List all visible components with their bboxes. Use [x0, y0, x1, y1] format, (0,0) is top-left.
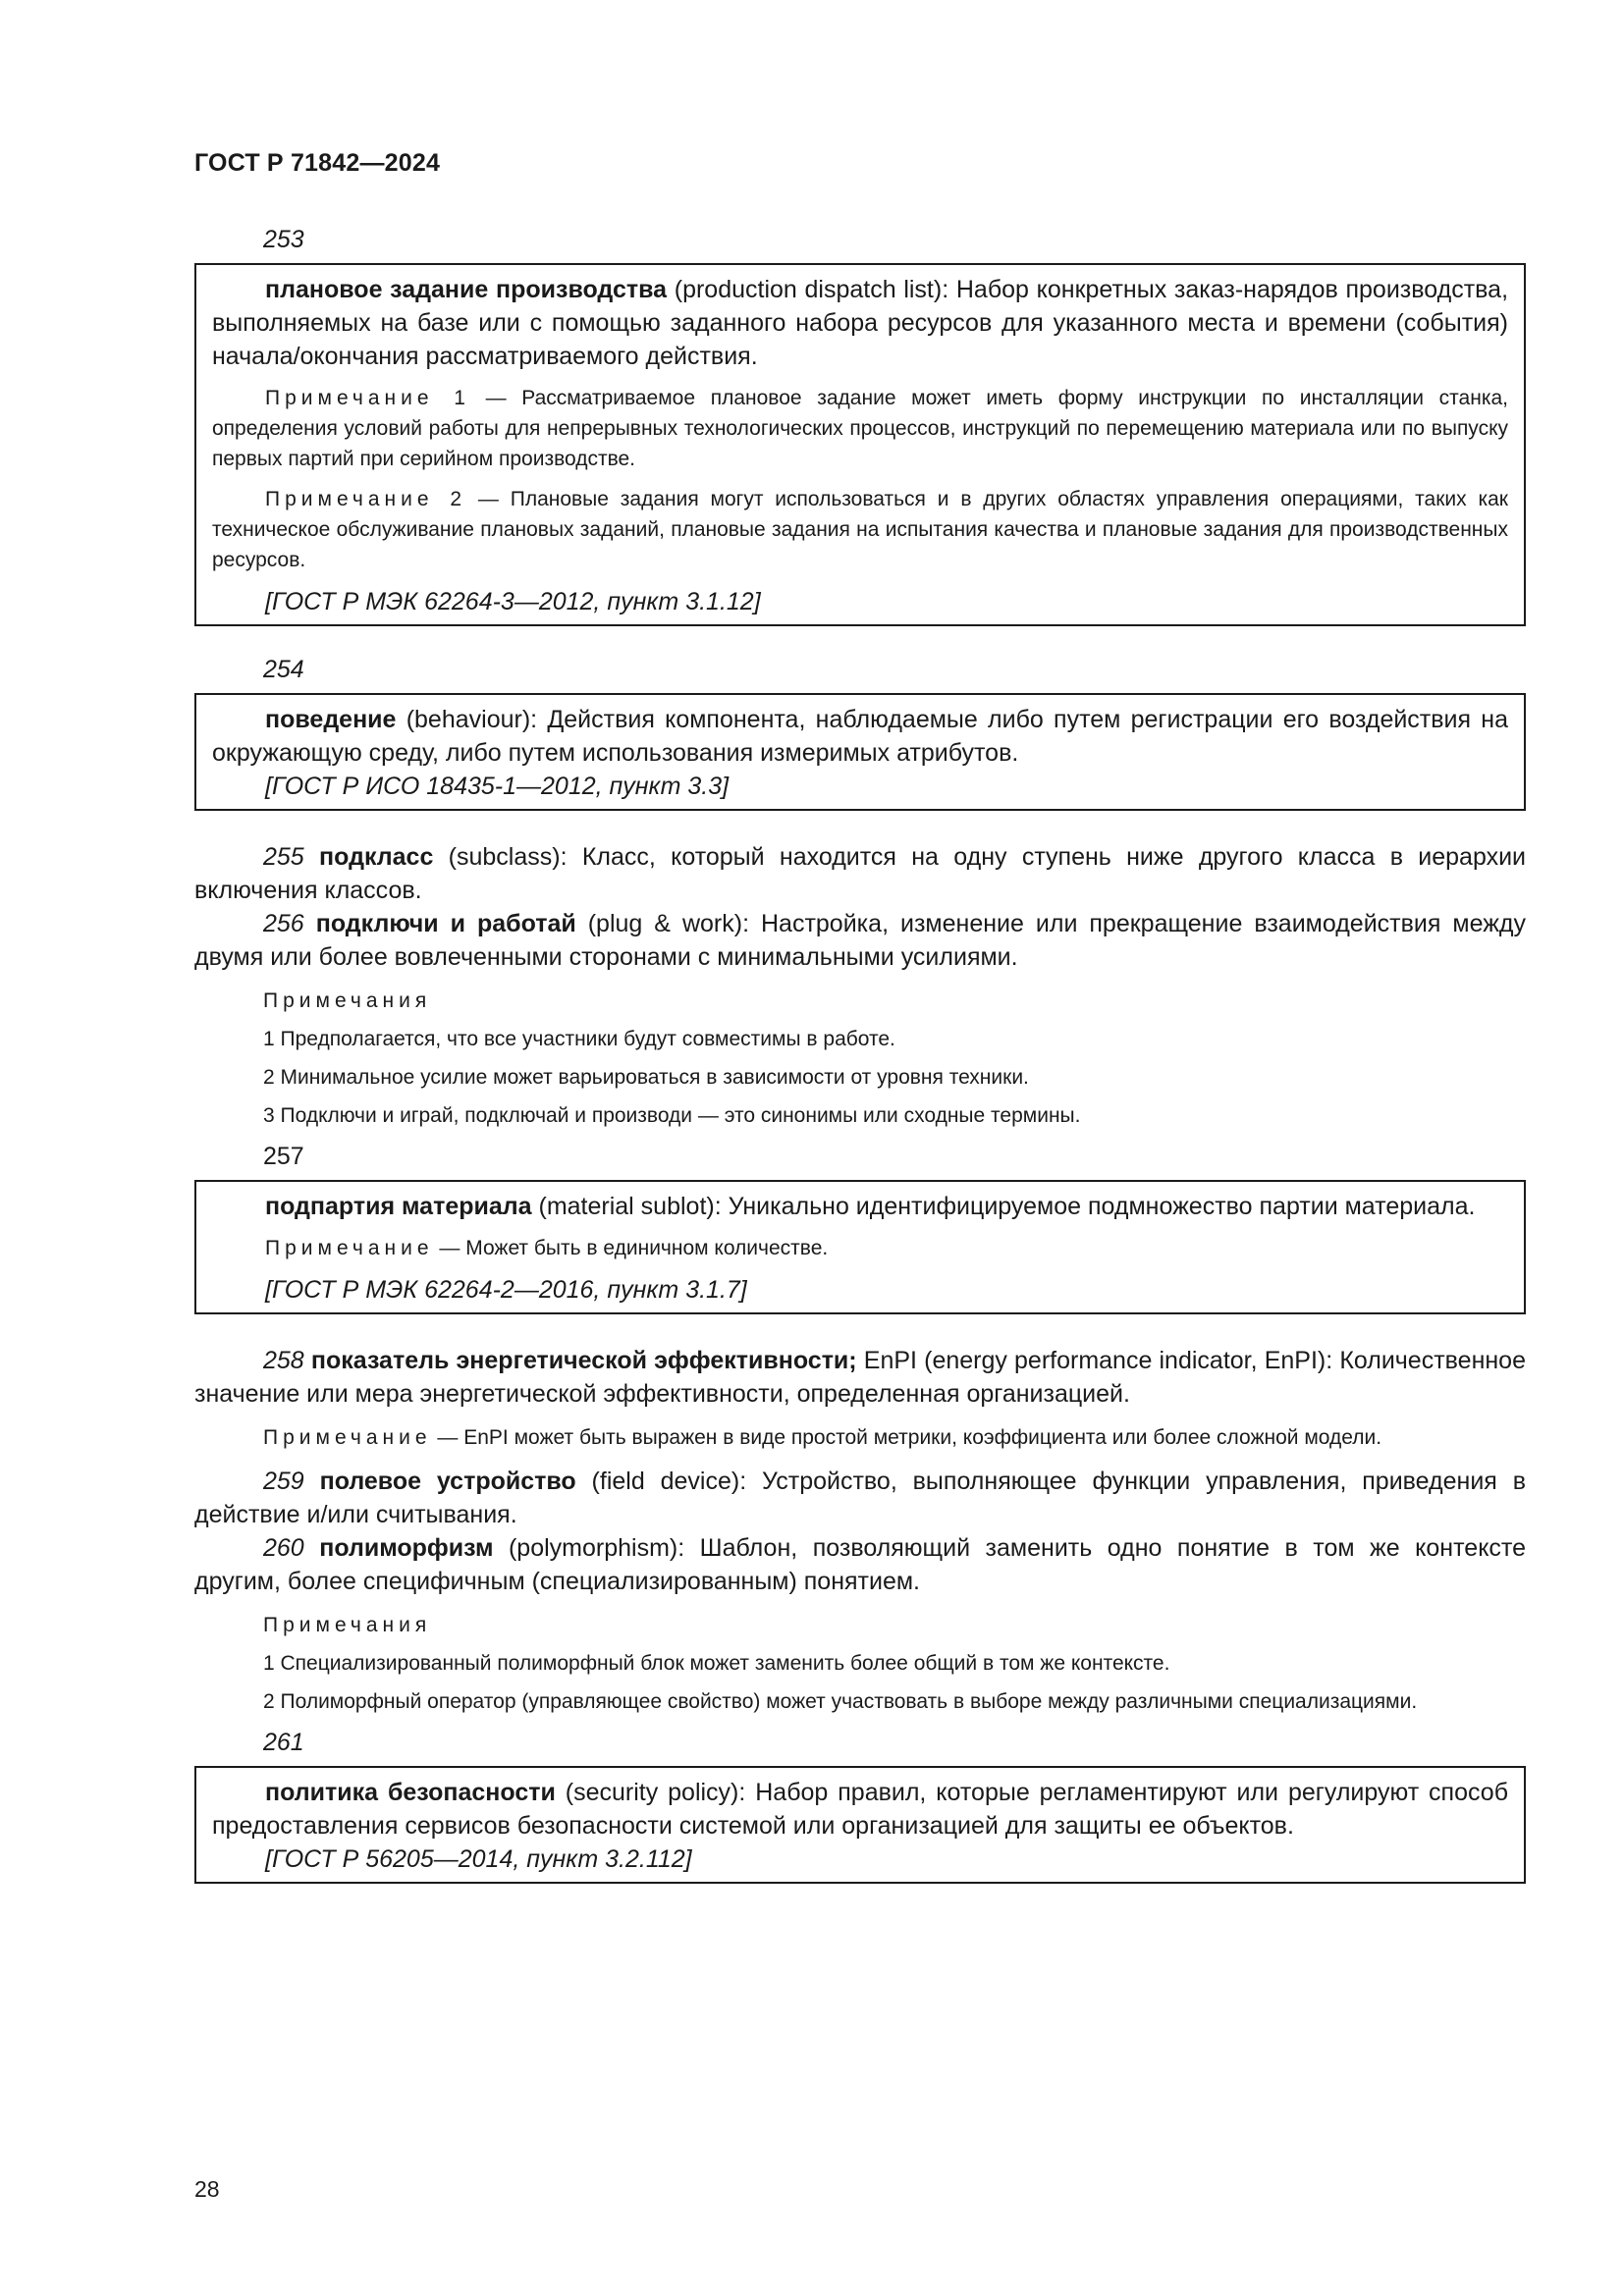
term-text: Действия компонента, наблюдаемые либо путем регистрации его воздействия на окружающую среду, либо путем использования измеримых атрибутов. [212, 706, 1508, 767]
notes-heading: Примечания [263, 1614, 432, 1636]
term-name: плановое задание производства [265, 276, 668, 303]
term-definition [194, 1465, 1526, 1531]
term-text: Количественное значение или мера энергетической эффективности, определенная организацией. [194, 1347, 1526, 1408]
terms-content [194, 222, 1526, 1884]
note-text: — Плановые задания могут использоваться и в других областях управления операциями, таких как техническое обслуживание плановых заданий, плановые задания на испытания качества и плановые задания для производственных ресурсов. [212, 488, 1508, 571]
term-text: Уникально идентифицируемое подмножество партии материала. [728, 1193, 1476, 1220]
term-box-254 [194, 693, 1526, 811]
term-number: 253 [263, 226, 304, 253]
term-number: 260 [263, 1534, 304, 1562]
term-definition [212, 1776, 1508, 1842]
term-english: (plug & work): [575, 910, 761, 937]
term-number: 257 [263, 1143, 304, 1170]
document-header: ГОСТ Р 71842—2024 [194, 149, 441, 177]
term-english: EnPI (energy performance indicator, EnPI): [856, 1347, 1340, 1374]
term-definition [194, 1344, 1526, 1411]
note-text: — EnPI может быть выражен в виде простой метрики, коэффициента или более сложной модели. [431, 1426, 1382, 1449]
term-definition [194, 907, 1526, 974]
term-name: полиморфизм [319, 1534, 494, 1562]
note-label: Примечание 2 [265, 488, 467, 510]
term-text: Шаблон, позволяющий заменить одно понятие в том же контексте другим, более специфичным (специализированным) понятием. [194, 1534, 1526, 1595]
term-definition [212, 1190, 1508, 1223]
note-text: — Может быть в единичном количестве. [433, 1237, 829, 1259]
term-number: 254 [263, 656, 304, 683]
term-english: (material sublot): [531, 1193, 729, 1220]
term-english: (behaviour): [396, 706, 548, 733]
term-name: подпартия материала [265, 1193, 532, 1220]
term-note [212, 484, 1508, 575]
term-english: (field device): [575, 1468, 763, 1495]
term-note [212, 383, 1508, 474]
term-name: полевое устройство [319, 1468, 576, 1495]
term-name: подкласс [319, 843, 434, 871]
page-number: 28 [194, 2176, 220, 2202]
term-note [194, 1422, 1526, 1453]
term-definition [194, 1531, 1526, 1598]
term-name: подключи и работай [315, 910, 576, 937]
term-number: 261 [263, 1729, 304, 1756]
term-name: показатель энергетической эффективности; [310, 1347, 857, 1374]
note-item: 1 Предполагается, что все участники будут совместимы в работе. [263, 1028, 895, 1050]
term-number: 255 [263, 843, 304, 871]
term-definition [212, 273, 1508, 373]
notes-heading: Примечания [263, 989, 432, 1012]
term-name: поведение [265, 706, 397, 733]
term-source: [ГОСТ Р МЭК 62264-2—2016, пункт 3.1.7] [265, 1276, 747, 1304]
note-label: Примечание [263, 1426, 432, 1449]
term-number: 256 [263, 910, 304, 937]
term-english: (polymorphism): [493, 1534, 700, 1562]
note-label: Примечание 1 [265, 387, 470, 409]
term-english: (subclass): [433, 843, 582, 871]
term-number: 259 [263, 1468, 304, 1495]
term-text: Класс, который находится на одну ступень ниже другого класса в иерархии включения классов. [194, 843, 1526, 904]
term-number: 258 [263, 1347, 304, 1374]
term-source: [ГОСТ Р ИСО 18435-1—2012, пункт 3.3] [265, 773, 730, 800]
term-text: Набор правил, которые регламентируют или регулируют способ предоставления сервисов безопасности системой или организацией для защиты ее объектов. [212, 1779, 1509, 1840]
term-text: Устройство, выполняющее функции управления, приведения в действие и/или считывания. [194, 1468, 1526, 1528]
term-definition [212, 703, 1508, 770]
term-box-261 [194, 1766, 1526, 1884]
note-item: 3 Подключи и играй, подключай и производи — это синонимы или сходные термины. [263, 1104, 1081, 1127]
term-box-253 [194, 263, 1526, 626]
term-note [212, 1233, 1508, 1263]
term-text: Настройка, изменение или прекращение взаимодействия между двумя или более вовлеченными сторонами с минимальными усилиями. [194, 910, 1527, 971]
note-text: — Рассматриваемое плановое задание может иметь форму инструкции по инсталляции станка, определения условий работы для непрерывных технологических процессов, инструкций по перемещению материала или по выпуску первых партий при серийном производстве. [212, 387, 1508, 470]
note-item: 2 Минимальное усилие может варьироваться в зависимости от уровня техники. [263, 1066, 1029, 1089]
term-english: (security policy): [555, 1779, 756, 1806]
note-item: 2 Полиморфный оператор (управляющее свойство) может участвовать в выборе между различными специализациями. [263, 1690, 1418, 1713]
term-box-257 [194, 1180, 1526, 1314]
note-label: Примечание [265, 1237, 434, 1259]
term-english: (production dispatch list): [667, 276, 956, 303]
term-definition [194, 840, 1526, 907]
term-text: Набор конкретных заказ-нарядов производства, выполняемых на базе или с помощью заданного набора ресурсов для указанного места и времени (события) начала/окончания рассматриваемого действия. [212, 276, 1509, 370]
note-item: 1 Специализированный полиморфный блок может заменить более общий в том же контексте. [263, 1652, 1170, 1675]
term-source: [ГОСТ Р 56205—2014, пункт 3.2.112] [265, 1845, 692, 1873]
term-name: политика безопасности [265, 1779, 556, 1806]
term-source: [ГОСТ Р МЭК 62264-3—2012, пункт 3.1.12] [265, 588, 761, 615]
